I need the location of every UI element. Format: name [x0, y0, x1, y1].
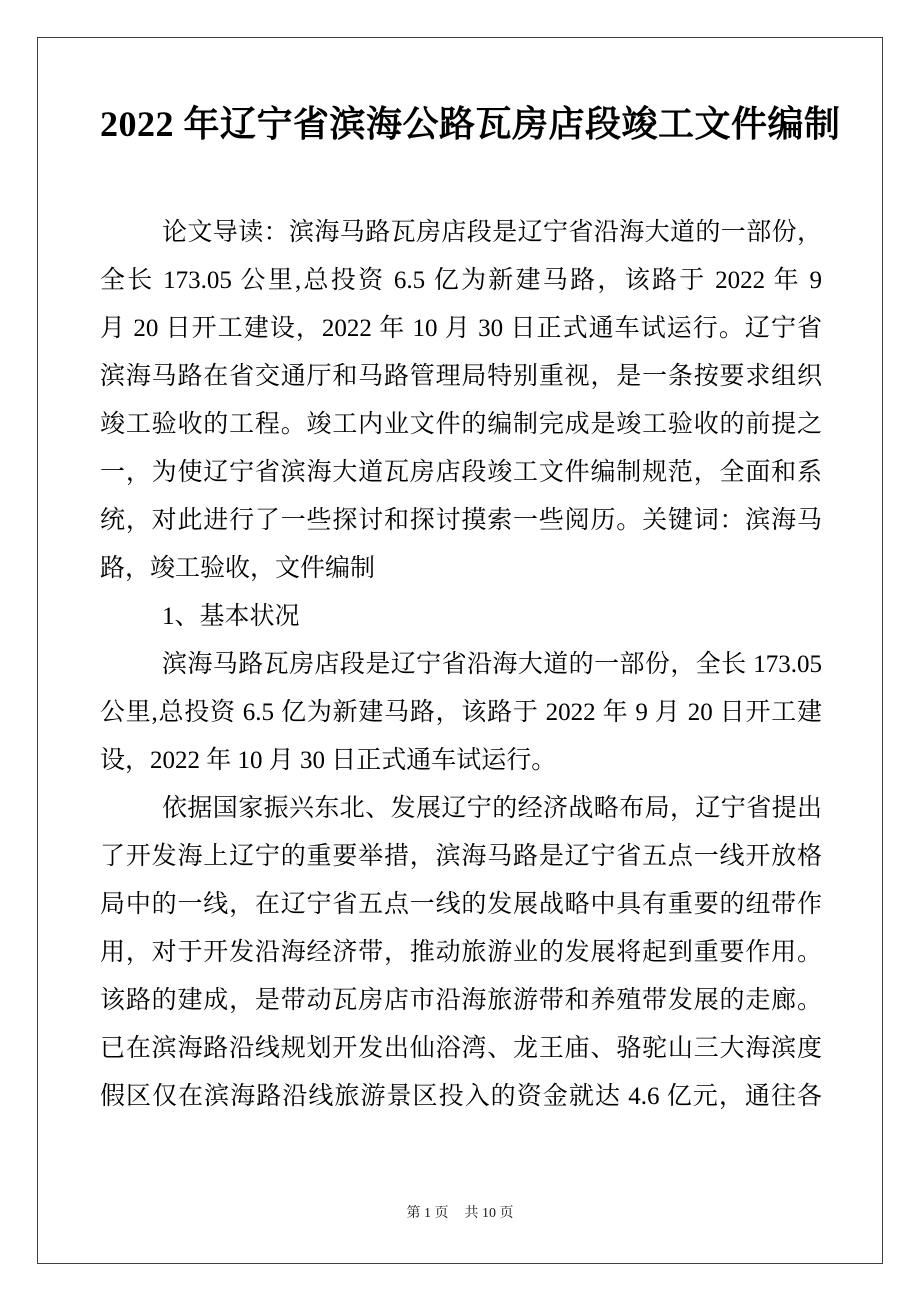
text-line: 设，2022 年 10 月 30 日正式通车试运行。 — [100, 747, 557, 774]
document-title: 2022 年辽宁省滨海公路瓦房店段竣工文件编制 — [100, 104, 841, 144]
section-heading: 1、基本状况 — [162, 603, 300, 630]
text-line: 用，对于开发沿海经济带，推动旅游业的发展将起到重要作用。 — [100, 939, 822, 966]
page-number-total: 共 10 页 — [464, 1206, 514, 1221]
text-line: 论文导读：滨海马路瓦房店段是辽宁省沿海大道的一部份， — [162, 219, 822, 246]
page-footer — [38, 1205, 882, 1223]
text-line: 了开发海上辽宁的重要举措，滨海马路是辽宁省五点一线开放格 — [100, 843, 822, 870]
page-number-current: 第 1 页 — [406, 1206, 449, 1221]
text-line: 全长 173.05 公里,总投资 6.5 亿为新建马路，该路于 2022 年 9 — [100, 267, 822, 294]
text-line: 公里,总投资 6.5 亿为新建马路，该路于 2022 年 9 月 20 日开工建 — [100, 699, 822, 726]
text-line: 滨海马路瓦房店段是辽宁省沿海大道的一部份，全长 173.05 — [162, 651, 822, 678]
text-line: 滨海马路在省交通厅和马路管理局特别重视，是一条按要求组织 — [100, 363, 822, 390]
text-line: 月 20 日开工建设，2022 年 10 月 30 日正式通车试运行。辽宁省 — [100, 315, 822, 342]
text-line: 假区仅在滨海路沿线旅游景区投入的资金就达 4.6 亿元，通往各 — [100, 1083, 822, 1110]
text-line: 已在滨海路沿线规划开发出仙浴湾、龙王庙、骆驼山三大海滨度 — [100, 1035, 822, 1062]
text-line: 局中的一线，在辽宁省五点一线的发展战略中具有重要的纽带作 — [100, 891, 822, 918]
document-body — [100, 209, 822, 1121]
text-line: 一，为使辽宁省滨海大道瓦房店段竣工文件编制规范，全面和系 — [100, 459, 822, 486]
text-line: 依据国家振兴东北、发展辽宁的经济战略布局，辽宁省提出 — [162, 795, 822, 822]
text-line: 竣工验收的工程。竣工内业文件的编制完成是竣工验收的前提之 — [100, 411, 822, 438]
text-line: 该路的建成，是带动瓦房店市沿海旅游带和养殖带发展的走廊。 — [100, 987, 822, 1014]
text-line: 统，对此进行了一些探讨和探讨摸索一些阅历。关键词：滨海马 — [100, 507, 822, 534]
text-line: 路，竣工验收，文件编制 — [100, 555, 376, 582]
page-border — [37, 37, 883, 1264]
